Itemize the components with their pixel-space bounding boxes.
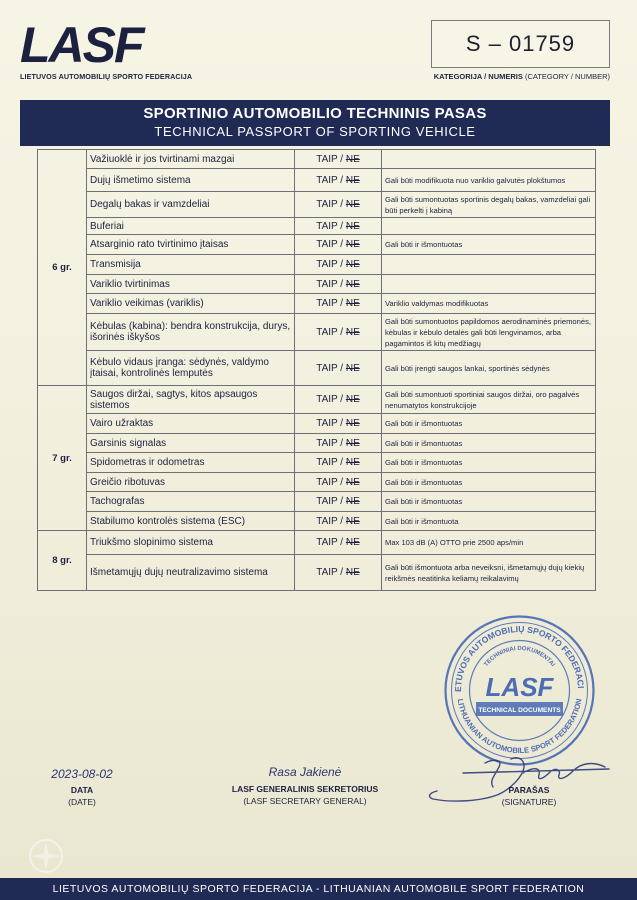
answer-no-struck: NE (345, 298, 360, 309)
modification-note: Gali būti ir išmontuotas (382, 414, 596, 434)
answer-yes: TAIP (316, 476, 338, 488)
answer-yes: TAIP (316, 362, 338, 374)
table-row (38, 275, 596, 294)
document-title: SPORTINIO AUTOMOBILIO TECHNINIS PASAS (143, 105, 487, 122)
answer-separator: / (337, 362, 346, 374)
answer-cell (295, 192, 382, 218)
table-row (38, 453, 596, 473)
group-label: 7 gr. (38, 386, 87, 531)
modification-note (382, 218, 596, 235)
answer-no-struck: NE (345, 278, 360, 290)
answer-no-struck: NE (345, 496, 360, 507)
answer-cell (295, 235, 382, 255)
watermark-star-icon (28, 838, 64, 874)
answer-cell (295, 453, 382, 473)
answer-no-struck: NE (345, 476, 360, 488)
feature-name: Triukšmo slopinimo sistema (87, 531, 295, 555)
answer-cell (295, 255, 382, 275)
modification-note (382, 275, 596, 294)
answer-yes: TAIP (316, 394, 338, 405)
modification-note: Gali būti ir išmontuota (382, 512, 596, 531)
feature-name: Važiuoklė ir jos tvirtinami mazgai (87, 150, 295, 169)
answer-separator: / (337, 220, 346, 232)
date-label-en: (DATE) (68, 797, 96, 807)
registration-number: S – 01759 (465, 31, 576, 56)
answer-no-struck: NE (345, 537, 360, 548)
answer-separator: / (337, 394, 346, 405)
answer-separator: / (337, 259, 346, 270)
table-row (38, 434, 596, 453)
answer-no-struck: NE (345, 457, 360, 468)
answer-cell (295, 386, 382, 414)
modification-note: Variklio valdymas modifikuotas (382, 294, 596, 314)
answer-yes: TAIP (316, 259, 338, 270)
answer-cell (295, 294, 382, 314)
answer-cell (295, 150, 382, 169)
answer-cell (295, 218, 382, 235)
answer-separator: / (337, 496, 346, 507)
group-label: 8 gr. (38, 531, 87, 591)
stamp-logo: LASF (485, 672, 554, 702)
table-row (38, 473, 596, 492)
signature-label-en: (SIGNATURE) (501, 797, 557, 807)
table-row (38, 386, 596, 414)
table-row (38, 314, 596, 351)
feature-name: Stabilumo kontrolės sistema (ESC) (87, 512, 295, 531)
answer-separator: / (337, 199, 346, 210)
registration-number-box (431, 20, 610, 68)
answer-cell (295, 169, 382, 192)
table-row (38, 192, 596, 218)
table-row (38, 169, 596, 192)
answer-separator: / (337, 567, 346, 578)
answer-separator: / (337, 537, 346, 548)
answer-separator: / (337, 153, 346, 165)
date-value: 2023-08-02 (51, 767, 113, 781)
registration-label (431, 72, 610, 81)
feature-name: Buferiai (87, 218, 295, 235)
modification-note (382, 255, 596, 275)
answer-cell (295, 492, 382, 512)
table-row (38, 294, 596, 314)
svg-text:LASF: LASF (20, 20, 143, 68)
stamp-outer-top: ETUVOS AUTOMOBILIŲ SPORTO FEDERACI (452, 623, 586, 692)
answer-cell (295, 512, 382, 531)
answer-yes: TAIP (316, 174, 338, 186)
answer-no-struck: NE (345, 220, 360, 232)
answer-separator: / (337, 418, 346, 429)
feature-name: Degalų bakas ir vamzdeliai (87, 192, 295, 218)
feature-name: Kėbulas (kabina): bendra konstrukcija, durys, išorinės iškyšos (87, 314, 295, 351)
table-row (38, 351, 596, 386)
modification-note: Gali būti ir išmontuotas (382, 473, 596, 492)
modification-note: Gali būti sumontuotos papildomos aerodinaminės priemonės, kėbulas ir kėbulo detalės gali būti lengvinamos, arba pagamintos iš kitų medžiagų (382, 314, 596, 351)
registration-label-bold: KATEGORIJA / NUMERIS (433, 72, 523, 81)
group-label: 6 gr. (38, 150, 87, 386)
lasf-logo (20, 20, 166, 68)
feature-name: Atsarginio rato tvirtinimo įtaisas (87, 235, 295, 255)
feature-name: Saugos diržai, sagtys, kitos apsaugos sistemos (87, 386, 295, 414)
answer-yes: TAIP (316, 298, 338, 309)
modification-note: Gali būti modifikuota nuo variklio galvutės plokštumos (382, 169, 596, 192)
document-title-en: TECHNICAL PASSPORT OF SPORTING VEHICLE (154, 124, 476, 139)
answer-no-struck: NE (345, 326, 360, 338)
answer-yes: TAIP (316, 326, 338, 338)
table-row (38, 414, 596, 434)
feature-name: Garsinis signalas (87, 434, 295, 453)
modification-note: Gali būti ir išmontuotas (382, 453, 596, 473)
answer-yes: TAIP (316, 239, 338, 250)
answer-separator: / (337, 457, 346, 468)
modification-note: Gali būti išmontuota arba neveiksni, išmetamųjų dujų kiekių reikšmės neatitinka keliamų reikalavimų (382, 555, 596, 591)
answer-cell (295, 414, 382, 434)
answer-yes: TAIP (316, 199, 338, 210)
table-row (38, 492, 596, 512)
stamp-outer-bottom: LITHUANIAN AUTOMOBILE SPORT FEDERATION (455, 697, 584, 756)
table-row (38, 255, 596, 275)
feature-name: Dujų išmetimo sistema (87, 169, 295, 192)
answer-cell (295, 275, 382, 294)
answer-separator: / (337, 278, 346, 290)
table-row (38, 555, 596, 591)
answer-yes: TAIP (316, 153, 338, 165)
answer-yes: TAIP (316, 496, 338, 507)
date-label: DATA (70, 785, 94, 795)
modification-note: Gali būti ir išmontuotas (382, 492, 596, 512)
answer-no-struck: NE (345, 515, 360, 527)
registration-label-en: (CATEGORY / NUMBER) (524, 72, 610, 81)
table-row (38, 150, 596, 169)
answer-no-struck: NE (345, 174, 360, 186)
answer-no-struck: NE (345, 437, 360, 449)
feature-name: Variklio veikimas (variklis) (87, 294, 295, 314)
answer-separator: / (337, 326, 346, 338)
answer-cell (295, 314, 382, 351)
answer-yes: TAIP (316, 515, 338, 527)
answer-yes: TAIP (316, 278, 338, 290)
answer-no-struck: NE (345, 418, 360, 429)
stamp-inner-top: TECHNINIAI DOKUMENTAI (483, 645, 556, 668)
feature-name: Variklio tvirtinimas (87, 275, 295, 294)
answer-no-struck: NE (345, 153, 360, 165)
answer-cell (295, 473, 382, 492)
modification-note: Gali būti ir išmontuotas (382, 434, 596, 453)
answer-separator: / (337, 174, 346, 186)
specification-table (37, 149, 596, 591)
answer-separator: / (337, 476, 346, 488)
secretary-title: LASF GENERALINIS SEKRETORIUS (231, 784, 379, 794)
answer-yes: TAIP (316, 418, 338, 429)
answer-separator: / (337, 239, 346, 250)
modification-note: Gali būti įrengti saugos lankai, sportinės sėdynės (382, 351, 596, 386)
feature-name: Vairo užraktas (87, 414, 295, 434)
answer-no-struck: NE (345, 567, 360, 578)
answer-yes: TAIP (316, 220, 338, 232)
answer-yes: TAIP (316, 567, 338, 578)
answer-cell (295, 555, 382, 591)
feature-name: Spidometras ir odometras (87, 453, 295, 473)
feature-name: Transmisija (87, 255, 295, 275)
footer-band: LIETUVOS AUTOMOBILIŲ SPORTO FEDERACIJA - LITHUANIAN AUTOMOBILE SPORT FEDERATION (0, 878, 637, 900)
answer-no-struck: NE (345, 362, 360, 374)
table-row (38, 235, 596, 255)
answer-no-struck: NE (345, 239, 360, 250)
feature-name: Greičio ribotuvas (87, 473, 295, 492)
secretary-name: Rasa Jakienė (268, 765, 342, 779)
modification-note: Max 103 dB (A) OTTO prie 2500 aps/min (382, 531, 596, 555)
federation-name: LIETUVOS AUTOMOBILIŲ SPORTO FEDERACIJA (20, 72, 193, 81)
modification-note: Gali būti ir išmontuotas (382, 235, 596, 255)
answer-yes: TAIP (316, 457, 338, 468)
modification-note (382, 150, 596, 169)
svg-text:TECHNINIAI DOKUMENTAI (484, 646, 556, 668)
answer-cell (295, 351, 382, 386)
secretary-title-en: (LASF SECRETARY GENERAL) (243, 796, 367, 806)
table-row (38, 531, 596, 555)
answer-cell (295, 434, 382, 453)
modification-note: Gali būti sumontuoti sportiniai saugos diržai, oro pagalvės nenumatytos konstrukcijoje (382, 386, 596, 414)
answer-cell (295, 531, 382, 555)
feature-name: Išmetamųjų dujų neutralizavimo sistema (87, 555, 295, 591)
answer-separator: / (337, 298, 346, 309)
answer-yes: TAIP (316, 437, 338, 449)
feature-name: Tachografas (87, 492, 295, 512)
table-row (38, 218, 596, 235)
feature-name: Kėbulo vidaus įranga: sėdynės, valdymo įtaisai, kontrolinės lemputės (87, 351, 295, 386)
table-row (38, 512, 596, 531)
answer-no-struck: NE (345, 199, 360, 210)
answer-separator: / (337, 515, 346, 527)
signature-label: PARAŠAS (508, 785, 550, 795)
modification-note: Gali būti sumontuotas sportinis degalų bakas, vamzdeliai gali būti perkelti į kabiną (382, 192, 596, 218)
stamp-band: TECHNICAL DOCUMENTS (478, 707, 561, 714)
answer-no-struck: NE (345, 394, 360, 405)
answer-yes: TAIP (316, 537, 338, 548)
title-band (20, 100, 610, 146)
answer-no-struck: NE (345, 259, 360, 270)
answer-separator: / (337, 437, 346, 449)
